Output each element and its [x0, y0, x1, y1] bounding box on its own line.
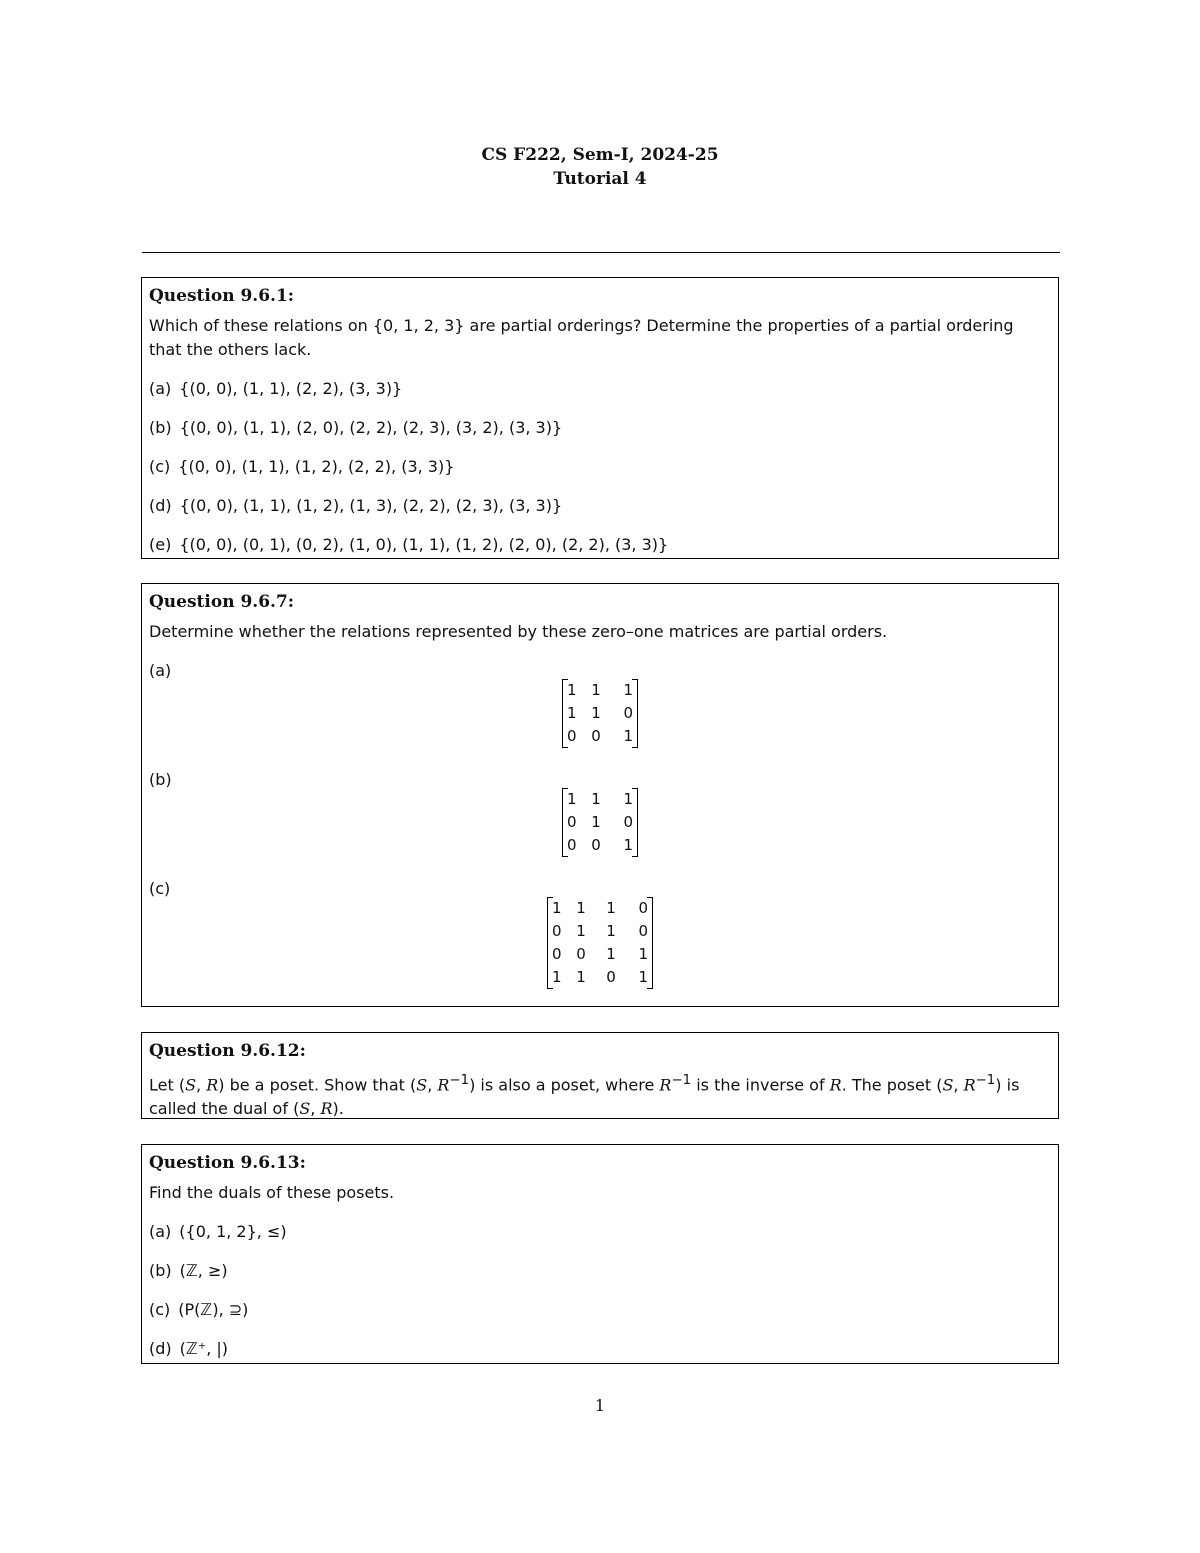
math-var: S: [416, 1075, 428, 1095]
matrix-cell: 0: [552, 945, 562, 963]
matrix-cell: 1: [606, 899, 616, 917]
matrix-a: [562, 679, 638, 748]
matrix-cell: 1: [606, 945, 616, 963]
matrix-cell: 0: [567, 836, 577, 854]
matrix-cell: 0: [623, 704, 633, 722]
option-label: (b): [149, 418, 172, 437]
matrix-label-b: (b): [149, 770, 172, 789]
matrix-cell: 1: [591, 681, 601, 699]
course-title: CS F222, Sem-I, 2024-25: [481, 145, 719, 165]
matrix-label-c: (c): [149, 879, 171, 898]
matrix-row: [567, 788, 633, 811]
matrix-cell: 1: [552, 968, 562, 986]
math-var: S: [942, 1075, 954, 1095]
matrix-cell: 0: [638, 899, 648, 917]
matrix-row: [567, 811, 633, 834]
option-c: [149, 1298, 1051, 1322]
option-text: {(0, 0), (1, 1), (2, 2), (3, 3)}: [179, 379, 403, 398]
option-c: [149, 455, 1051, 479]
matrix-cell: 0: [591, 836, 601, 854]
matrix-cell: 1: [591, 704, 601, 722]
text-run: ,: [310, 1099, 321, 1119]
matrix-row: [567, 725, 633, 748]
option-a: [149, 377, 1051, 401]
option-text: ({0, 1, 2}, ≤): [179, 1222, 287, 1241]
question-text: Determine whether the relations represented by these zero–one matrices are partial orders.: [149, 622, 888, 641]
tutorial-title: Tutorial 4: [553, 169, 647, 189]
header-divider: [142, 252, 1060, 253]
math-sup: −1: [671, 1073, 692, 1088]
option-text: (ℤ, ≥): [179, 1261, 228, 1280]
math-var: R: [437, 1075, 450, 1095]
matrix-row: [552, 943, 648, 966]
matrix-cell: 0: [623, 813, 633, 831]
option-label: (b): [149, 1261, 172, 1280]
matrix-row: [552, 966, 648, 989]
text-run: ,: [953, 1075, 964, 1095]
option-label: (c): [149, 457, 171, 476]
matrix-row: [567, 679, 633, 702]
math-var: R: [963, 1075, 976, 1095]
option-text: {(0, 0), (1, 1), (2, 0), (2, 2), (2, 3), (3, 2), (3, 3)}: [179, 418, 563, 437]
option-b: [149, 416, 1051, 440]
option-d: [149, 494, 1051, 518]
text-run: ) be a poset. Show that (: [218, 1075, 417, 1095]
matrix-cell: 1: [623, 727, 633, 745]
option-d: [149, 1337, 1051, 1361]
matrix-cell: 0: [567, 813, 577, 831]
question-box-9-6-12: [141, 1032, 1059, 1119]
option-label: (a): [149, 1222, 172, 1241]
text-run: is the inverse of: [691, 1075, 830, 1095]
math-sup: −1: [449, 1073, 470, 1088]
option-label: (e): [149, 535, 172, 554]
matrix-cell: 1: [567, 704, 577, 722]
text-run: ,: [196, 1075, 207, 1095]
option-label: (d): [149, 496, 172, 515]
question-title: Question 9.6.1:: [149, 286, 295, 306]
matrix-cell: 0: [591, 727, 601, 745]
math-var: S: [185, 1075, 197, 1095]
page-number: 1: [594, 1396, 606, 1415]
option-label: (d): [149, 1339, 172, 1358]
option-b: [149, 1259, 1051, 1283]
matrix-cell: 0: [606, 968, 616, 986]
matrix-row: [552, 897, 648, 920]
matrix-cell: 1: [552, 899, 562, 917]
text-run: ,: [427, 1075, 438, 1095]
option-label: (c): [149, 1300, 171, 1319]
matrix-row: [567, 834, 633, 857]
text-run: . The poset (: [841, 1075, 943, 1095]
matrix-row: [567, 702, 633, 725]
math-sup: −1: [975, 1073, 996, 1088]
matrix-row: [552, 920, 648, 943]
math-var: R: [659, 1075, 672, 1095]
matrix-cell: 1: [638, 945, 648, 963]
matrix-cell: 0: [567, 727, 577, 745]
option-text: {(0, 0), (1, 1), (1, 2), (1, 3), (2, 2), (2, 3), (3, 3)}: [179, 496, 563, 515]
matrix-cell: 1: [591, 813, 601, 831]
text-run: ) is called the dual of (: [149, 1075, 1020, 1119]
matrix-cell: 1: [576, 899, 586, 917]
matrix-cell: 1: [606, 922, 616, 940]
matrix-cell: 1: [591, 790, 601, 808]
matrix-cell: 1: [567, 790, 577, 808]
matrix-b: [562, 788, 638, 857]
option-text: {(0, 0), (0, 1), (0, 2), (1, 0), (1, 1), (1, 2), (2, 0), (2, 2), (3, 3)}: [179, 535, 669, 554]
page-header: [0, 143, 1200, 191]
matrix-cell: 1: [576, 922, 586, 940]
question-text: [149, 1069, 1051, 1121]
matrix-cell: 1: [623, 681, 633, 699]
option-text: (P(ℤ), ⊇): [178, 1300, 249, 1319]
matrix-cell: 0: [638, 922, 648, 940]
question-box-9-6-1: [141, 277, 1059, 559]
option-text: (ℤ⁺, |): [179, 1339, 229, 1358]
matrix-label-a: (a): [149, 661, 172, 680]
option-text: {(0, 0), (1, 1), (1, 2), (2, 2), (3, 3)}: [178, 457, 455, 476]
math-var: R: [829, 1075, 842, 1095]
option-a: [149, 1220, 1051, 1244]
matrix-cell: 1: [623, 790, 633, 808]
matrix-c: [547, 897, 653, 989]
question-title: Question 9.6.7:: [149, 592, 295, 612]
question-text: Find the duals of these posets.: [149, 1183, 395, 1202]
matrix-cell: 1: [576, 968, 586, 986]
matrix-cell: 1: [638, 968, 648, 986]
math-var: R: [320, 1099, 333, 1119]
text-run: ) is also a poset, where: [469, 1075, 660, 1095]
matrix-cell: 0: [552, 922, 562, 940]
matrix-cell: 0: [576, 945, 586, 963]
question-title: Question 9.6.13:: [149, 1153, 306, 1173]
question-text: Which of these relations on {0, 1, 2, 3} are partial orderings? Determine the properties of a partial ordering that the others lack.: [149, 316, 1014, 359]
math-var: S: [299, 1099, 311, 1119]
question-title: Question 9.6.12:: [149, 1041, 306, 1061]
question-box-9-6-7: [141, 583, 1059, 1007]
option-e: [149, 533, 1051, 557]
matrix-cell: 1: [623, 836, 633, 854]
matrix-cell: 1: [567, 681, 577, 699]
option-label: (a): [149, 379, 172, 398]
question-box-9-6-13: [141, 1144, 1059, 1364]
math-var: R: [206, 1075, 219, 1095]
text-run: Let (: [149, 1075, 186, 1095]
text-run: ).: [332, 1099, 344, 1119]
